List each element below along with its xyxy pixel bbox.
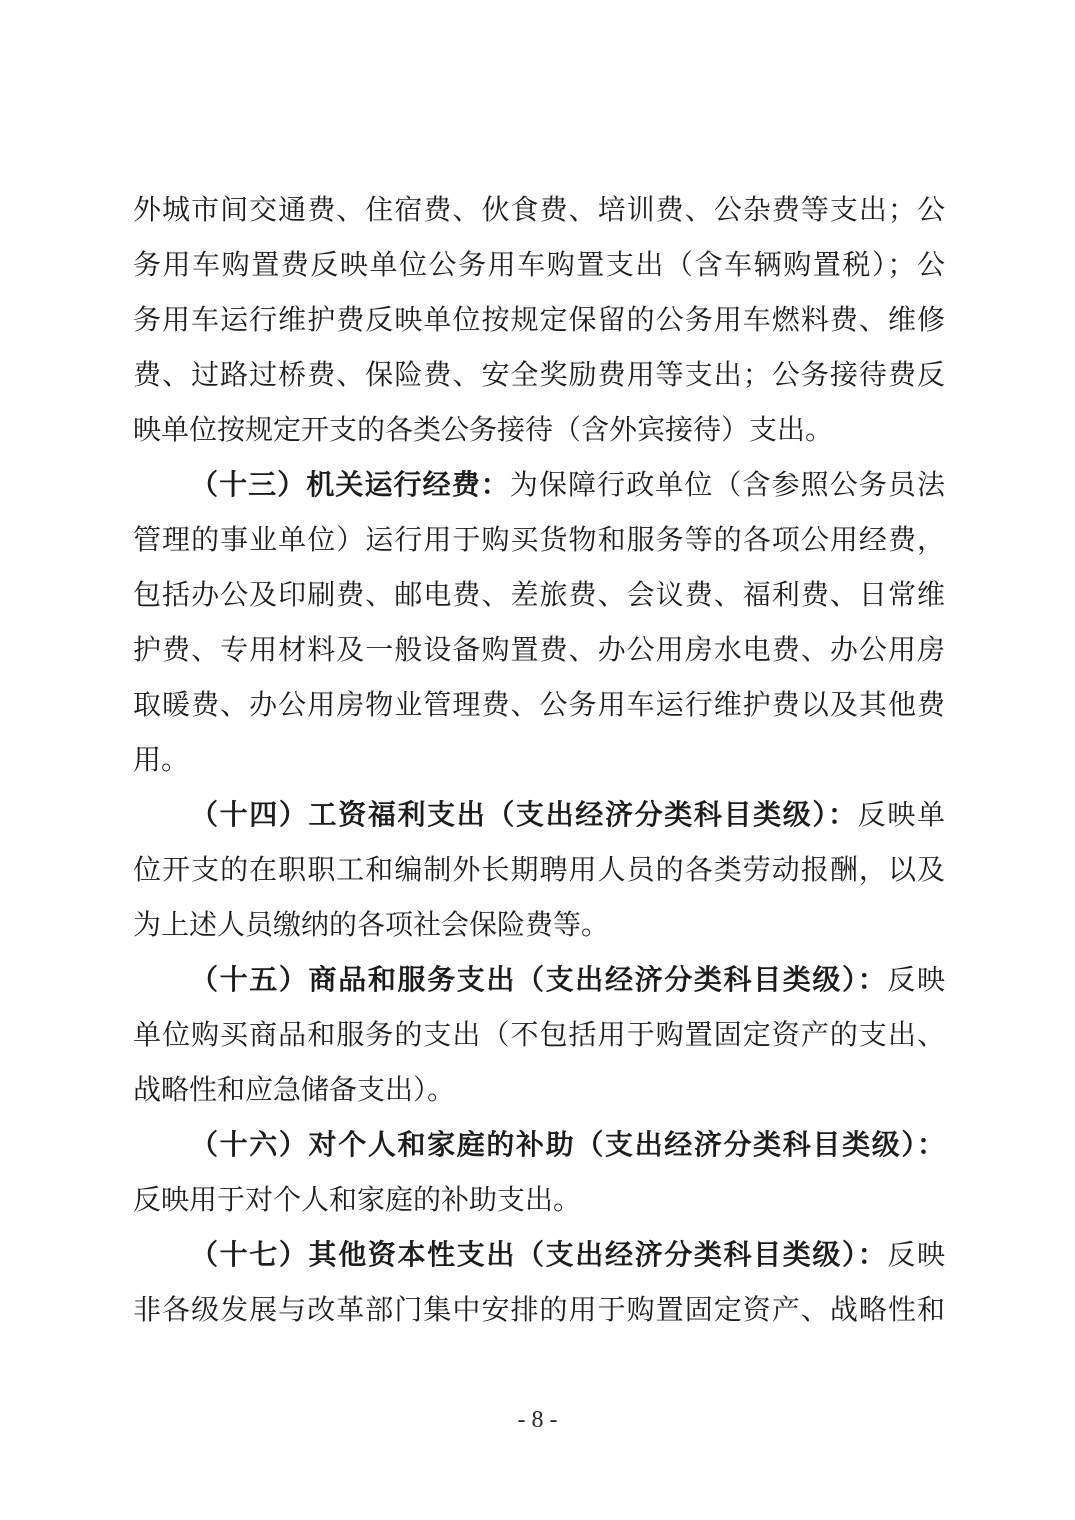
section-heading-text: （十五）商品和服务支出（支出经济分类科目类级）：: [190, 965, 888, 996]
text-line: [133, 843, 945, 898]
text-line: [133, 568, 945, 623]
body-text: 取暖费、办公用房物业管理费、公务用车运行维护费以及其他费: [133, 690, 945, 721]
text-line: [133, 403, 945, 458]
body-text: 务用车购置费反映单位公务用车购置支出（含车辆购置税）；公: [133, 250, 945, 281]
body-text: 非各级发展与改革部门集中安排的用于购置固定资产、战略性和: [133, 1295, 945, 1326]
body-text: 用。: [133, 745, 190, 776]
section-heading-text: （十七）其他资本性支出（支出经济分类科目类级）：: [190, 1240, 888, 1271]
text-line: [133, 513, 945, 568]
body-text: 为上述人员缴纳的各项社会保险费等。: [133, 910, 610, 941]
body-text: 位开支的在职职工和编制外长期聘用人员的各类劳动报酬，以及: [133, 855, 945, 886]
body-text: 外城市间交通费、住宿费、伙食费、培训费、公杂费等支出；公: [133, 195, 945, 226]
text-line: [133, 348, 945, 403]
body-text: 为保障行政单位（含参照公务员法: [509, 470, 945, 501]
body-text: 单位购买商品和服务的支出（不包括用于购置固定资产的支出、: [133, 1020, 945, 1051]
text-line: [133, 183, 945, 238]
body-text: 反映: [887, 965, 945, 996]
section-heading-text: （十三）机关运行经费：: [190, 470, 510, 501]
body-text: 映单位按规定开支的各类公务接待（含外宾接待）支出。: [133, 415, 834, 446]
text-line: [133, 1118, 945, 1173]
text-line: [133, 238, 945, 293]
text-line: [133, 1173, 945, 1228]
body-text: 反映: [887, 1240, 945, 1271]
text-line: [133, 678, 945, 733]
body-text: 务用车运行维护费反映单位按规定保留的公务用车燃料费、维修: [133, 305, 945, 336]
text-line: [133, 953, 945, 1008]
text-line: [133, 1008, 945, 1063]
text-line: [133, 293, 945, 348]
page-footer: [0, 1402, 1075, 1438]
document-body: [133, 183, 945, 1338]
body-text: 反映单: [857, 800, 945, 831]
text-line: [133, 1283, 945, 1338]
text-line: [133, 623, 945, 678]
body-text: 战略性和应急储备支出）。: [133, 1075, 456, 1106]
body-text: 包括办公及印刷费、邮电费、差旅费、会议费、福利费、日常维: [133, 580, 945, 611]
body-text: 费、过路过桥费、保险费、安全奖励费用等支出；公务接待费反: [133, 360, 945, 391]
text-line: [133, 1063, 945, 1118]
text-line: [133, 1228, 945, 1283]
section-heading-text: （十六）对个人和家庭的补助（支出经济分类科目类级）：: [190, 1130, 945, 1161]
text-line: [133, 733, 945, 788]
body-text: 护费、专用材料及一般设备购置费、办公用房水电费、办公用房: [133, 635, 945, 666]
body-text: 管理的事业单位）运行用于购买货物和服务等的各项公用经费，: [133, 525, 945, 556]
body-text: 反映用于对个人和家庭的补助支出。: [133, 1185, 582, 1216]
text-line: [133, 788, 945, 843]
page-number: - 8 -: [517, 1407, 558, 1433]
text-line: [133, 898, 945, 953]
text-line: [133, 458, 945, 513]
section-heading-text: （十四）工资福利支出（支出经济分类科目类级）：: [190, 800, 858, 831]
